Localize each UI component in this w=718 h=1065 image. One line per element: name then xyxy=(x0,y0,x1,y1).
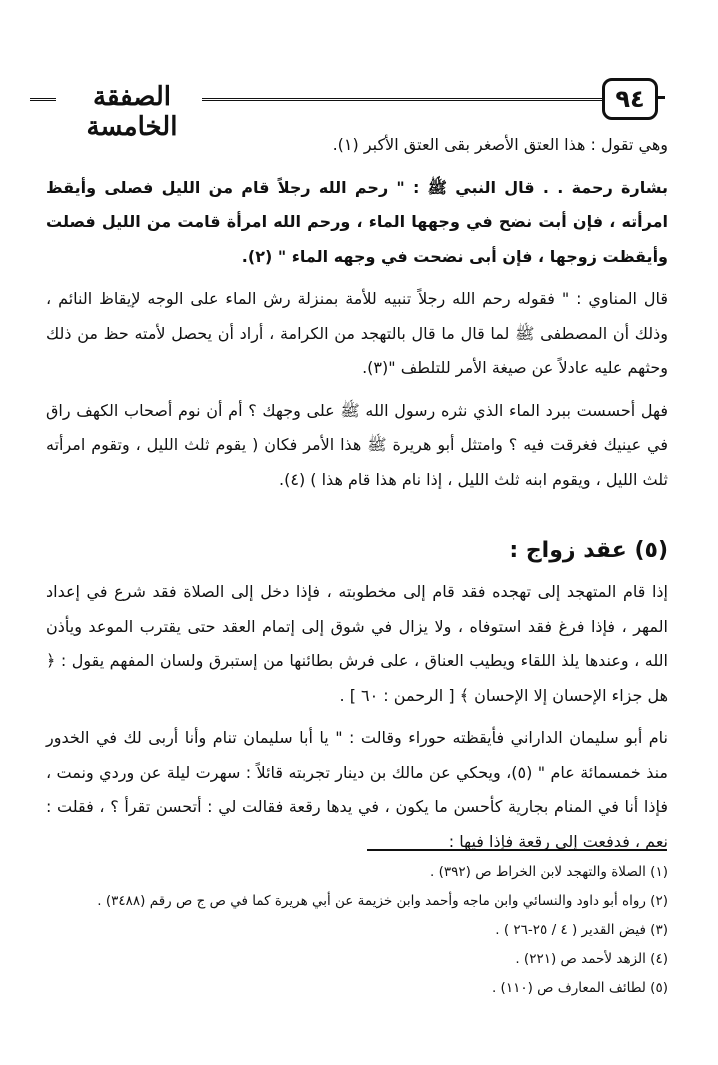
section-heading: (٥) عقد زواج : xyxy=(509,538,668,563)
paragraph: فهل أحسست ببرد الماء الذي نثره رسول الله ﷺ على وجهك ؟ أم أن نوم أصحاب الكهف راق في عينيك فغرقت فيه ؟ وامتثل أبو هريرة ﷺ هذا الأمر فكان ( يقوم ثلث الليل ، وتقوم امرأته ثلث الليل ، ويقوم ابنه ثلث الليل ، إذا نام هذا قام هذا ) (٤). xyxy=(46,400,668,489)
footnote: (٥) لطائف المعارف ص (١١٠) . xyxy=(491,980,668,996)
page-number: ٩٤ xyxy=(602,78,658,120)
paragraph: إذا قام المتهجد إلى تهجده فقد قام إلى مخطوبته ، فإذا دخل إلى الصلاة فقد شرع في إعداد المهر ، فإذا فرغ فقد استوفاه ، ولا يزال في شوق إلى إتمام العقد حتى يقترب الموعد ويأذن الله ، وعندها يلذ اللقاء ويطيب العناق ، على فرش بطائنها من إستبرق ولسان المفهم يقول : ﴿ هل جزاء الإحسان إلا الإحسان ﴾ [ الرحمن : ٦٠ ] . xyxy=(46,582,668,705)
paragraph: نام أبو سليمان الداراني فأيقظته حوراء وقالت : " يا أبا سليمان تنام وأنا أربى لك في الخدور منذ خمسمائة عام " (٥)، ويحكي عن مالك بن دينار تجربته قائلاً : سهرت ليلة عن وردي ونمت ، فإذا أنا في المنام بجارية كأحسن ما يكون ، في يدها رقعة فقالت لي : أتحسن تقرأ ؟ ، فقلت : نعم ، فدفعت إلى رقعة فإذا فيها : xyxy=(46,728,668,851)
footnote: (٤) الزهد لأحمد ص (٢٢١) . xyxy=(515,951,668,967)
running-header xyxy=(30,78,670,142)
footnote: (٢) رواه أبو داود والنسائي وابن ماجه وأحمد وابن خزيمة عن أبي هريرة كما في ص ج ص رقم (٣٤٨٨) . xyxy=(97,893,668,909)
paragraph: قال المناوي : " فقوله رحم الله رجلاً تنبيه للأمة بمنزلة رش الماء على الوجه لإيقاظ النائم ، وذلك أن المصطفى ﷺ لما قال ما قال بالتهجد من الكرامة ، أراد أن يحصل لأمته حظ من ذلك وحثهم عليه عادلاً عن صيغة الأمر للتلطف "(٣). xyxy=(46,289,668,377)
body-text xyxy=(46,128,668,859)
hadith-paragraph: بشارة رحمة . . قال النبي ﷺ : " رحم الله رجلاً قام من الليل فصلى وأيقظ امرأته ، فإن أبت نضح في وجهها الماء ، ورحم الله امرأة قامت من الليل فصلت وأيقظت زوجها ، فإن أبى نضحت في وجهه الماء " (٢). xyxy=(46,177,668,266)
paragraph: وهي تقول : هذا العتق الأصغر بقى العتق الأكبر (١). xyxy=(332,135,668,154)
header-rule-long xyxy=(202,98,602,101)
page-number-tick xyxy=(655,96,665,99)
footnote: (١) الصلاة والتهجد لابن الخراط ص (٣٩٢) . xyxy=(430,864,668,880)
footnote-separator xyxy=(367,849,667,851)
chapter-title: الصفقة الخامسة xyxy=(86,82,178,142)
footnotes xyxy=(46,858,668,1003)
header-rule-left xyxy=(30,98,56,101)
footnote: (٣) فيض القدير ( ٤ / ٢٥-٢٦ ) . xyxy=(495,922,668,938)
